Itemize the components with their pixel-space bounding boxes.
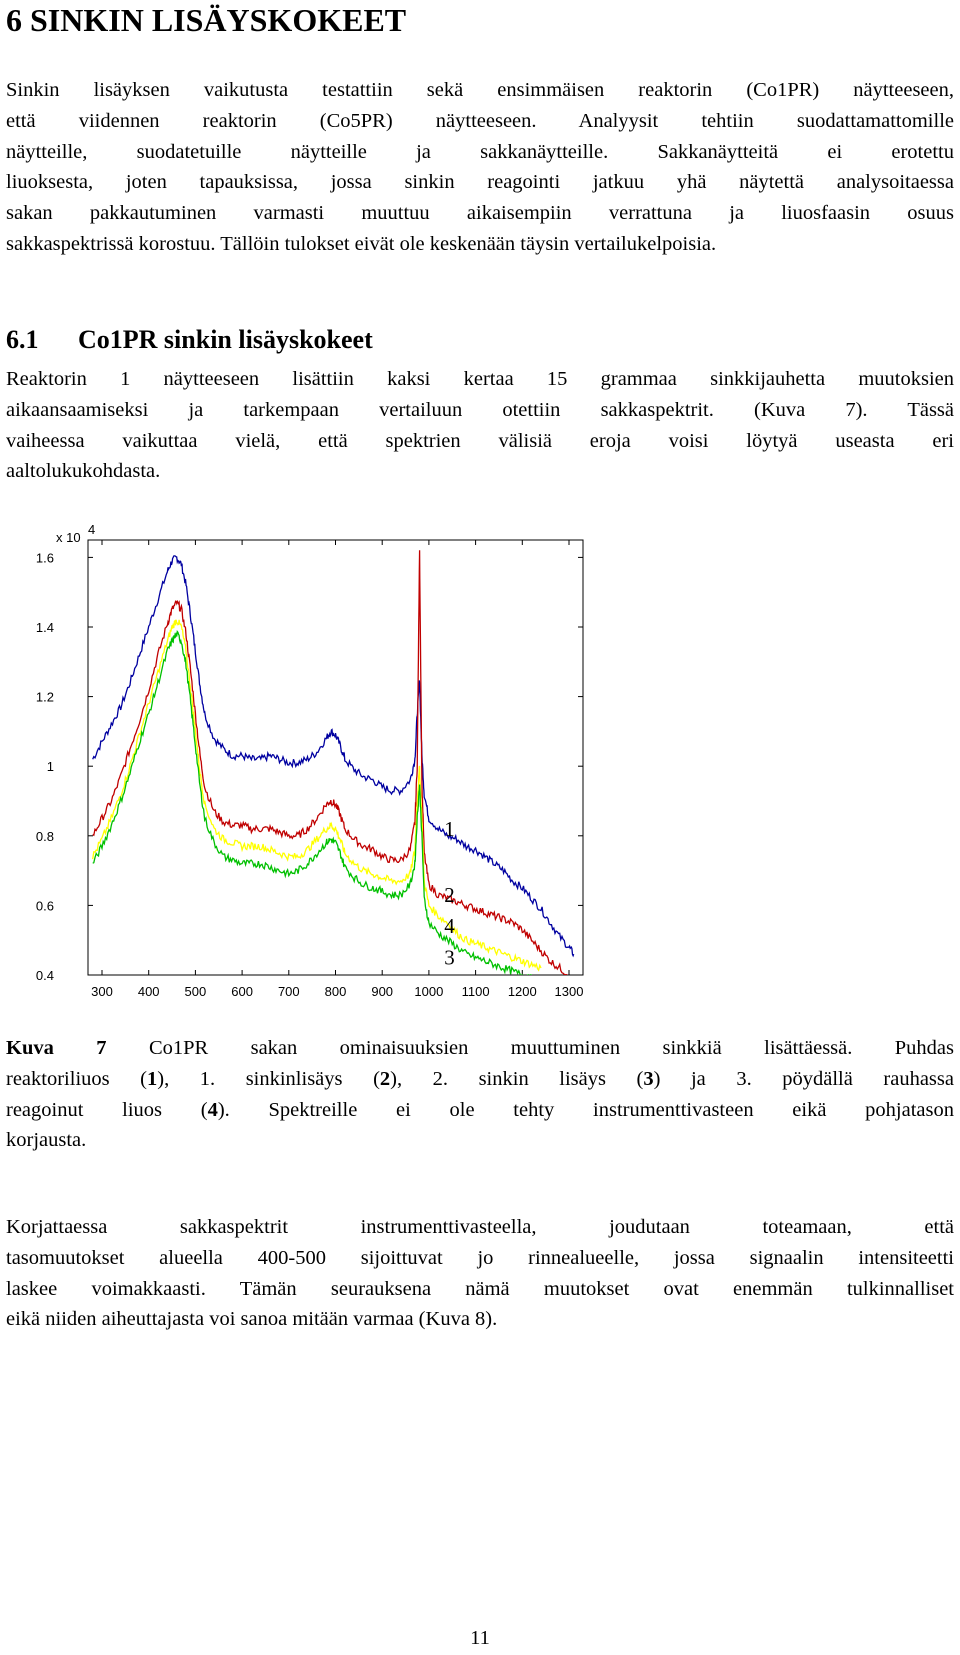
page-number: 11 <box>470 1627 490 1649</box>
caption-text: ), 1. sinkinlisäys ( <box>157 1067 380 1090</box>
caption-ref-1: 1 <box>147 1067 158 1090</box>
y-tick-label: 0.6 <box>35 898 54 914</box>
caption-text: ) ja 3. pöydällä rauhassa <box>653 1067 954 1090</box>
text-line: tasomuutokset alueella 400-500 sijoittuvat jo rinnealueelle, jossa signaalin intensiteetti <box>6 1246 954 1269</box>
caption-line-4: korjausta. <box>6 1129 87 1152</box>
caption-text: reaktoriliuos ( <box>6 1067 147 1090</box>
x-tick-label: 700 <box>277 984 300 999</box>
y-multiplier-label: x 10 <box>56 530 81 545</box>
x-tick-label: 1100 <box>461 984 490 999</box>
caption-ref-3: 3 <box>643 1067 654 1090</box>
series-label-4: 4 <box>444 914 455 939</box>
chart-series-labels <box>444 817 455 970</box>
series-label-2: 2 <box>444 882 455 907</box>
text-line: eikä niiden aiheuttajasta voi sanoa mitään varmaa (Kuva 8). <box>6 1308 498 1331</box>
closing-paragraph <box>6 1212 954 1335</box>
y-tick-label: 0.8 <box>35 828 54 844</box>
section-heading <box>6 323 373 357</box>
chart-axes <box>36 522 584 999</box>
figure-caption <box>6 1033 954 1156</box>
x-tick-label: 400 <box>137 984 160 999</box>
text-line: liuoksesta, joten tapauksissa, jossa sinkin reagointi jatkuu yhä näytettä analysoitaessa <box>6 171 954 194</box>
text-line: aaltolukukohdasta. <box>6 460 161 483</box>
text-line: Reaktorin 1 näytteeseen lisättiin kaksi kertaa 15 grammaa sinkkijauhetta muutoksien <box>6 368 954 390</box>
y-tick-label: 0.4 <box>35 968 54 983</box>
x-tick-label: 600 <box>231 984 253 999</box>
x-tick-label: 500 <box>184 984 207 999</box>
x-tick-label: 300 <box>91 984 113 999</box>
series-label-1: 1 <box>444 816 455 841</box>
series-label-3: 3 <box>444 945 455 970</box>
text-line: että viidennen reaktorin (Co5PR) näytteeseen. Analyysit tehtiin suodattamattomille <box>6 109 954 132</box>
y-tick-label: 1.2 <box>35 689 54 705</box>
x-tick-label: 1000 <box>414 984 444 999</box>
x-tick-label: 800 <box>324 984 347 999</box>
text-line: vaiheessa vaikuttaa vielä, että spektrien välisiä eroja voisi löytyä useasta eri <box>6 429 954 452</box>
caption-text: ), 2. sinkin lisäys ( <box>390 1067 644 1090</box>
caption-label: Kuva 7 <box>6 1037 107 1059</box>
text-line: Sinkin lisäyksen vaikutusta testattiin sekä ensimmäisen reaktorin (Co1PR) näytteeseen, <box>6 79 954 101</box>
text-line: laskee voimakkaasti. Tämän seurauksena nämä muutokset ovat enemmän tulkinnalliset <box>6 1277 954 1300</box>
caption-text: reagoinut liuos ( <box>6 1098 208 1121</box>
text-line: sakkaspektrissä korostuu. Tällöin tulokset eivät ole keskenään täysin vertailukelpoisia. <box>6 232 717 255</box>
caption-text: ). Spektreille ei ole tehty instrumenttivasteen eikä pohjatason <box>217 1098 954 1121</box>
caption-line-1: Co1PR sakan ominaisuuksien muuttuminen sinkkiä lisättäessä. Puhdas <box>148 1037 955 1059</box>
text-line: sakan pakkautuminen varmasti muuttuu aikaisempiin verrattuna ja liuosfaasin osuus <box>6 202 954 225</box>
caption-ref-4: 4 <box>207 1098 218 1121</box>
plot-frame <box>88 540 583 975</box>
spectrum-chart <box>0 520 620 1015</box>
x-tick-label: 1200 <box>507 984 537 999</box>
x-tick-label: 1300 <box>554 984 584 999</box>
text-line: aikaansaamiseksi ja tarkempaan vertailuun otettiin sakkaspektrit. (Kuva 7). Tässä <box>6 398 954 421</box>
y-tick-label: 1.4 <box>35 620 54 635</box>
page-title: 6 SINKIN LISÄYSKOKEET <box>6 2 407 38</box>
section-number: 6.1 <box>6 325 39 354</box>
text-line: Korjattaessa sakkaspektrit instrumenttivasteella, joudutaan toteamaan, että <box>6 1216 954 1238</box>
y-tick-label: 1 <box>46 759 54 775</box>
section-paragraph <box>6 364 954 487</box>
intro-paragraph <box>6 75 954 260</box>
caption-ref-2: 2 <box>379 1067 391 1090</box>
text-line: näytteille, suodatetuille näytteille ja sakkanäytteille. Sakkanäytteitä ei erotettu <box>6 140 954 163</box>
section-title: Co1PR sinkin lisäyskokeet <box>78 325 373 354</box>
y-multiplier-exponent: 4 <box>88 522 96 537</box>
x-tick-label: 900 <box>371 984 394 999</box>
y-tick-label: 1.6 <box>35 550 54 566</box>
